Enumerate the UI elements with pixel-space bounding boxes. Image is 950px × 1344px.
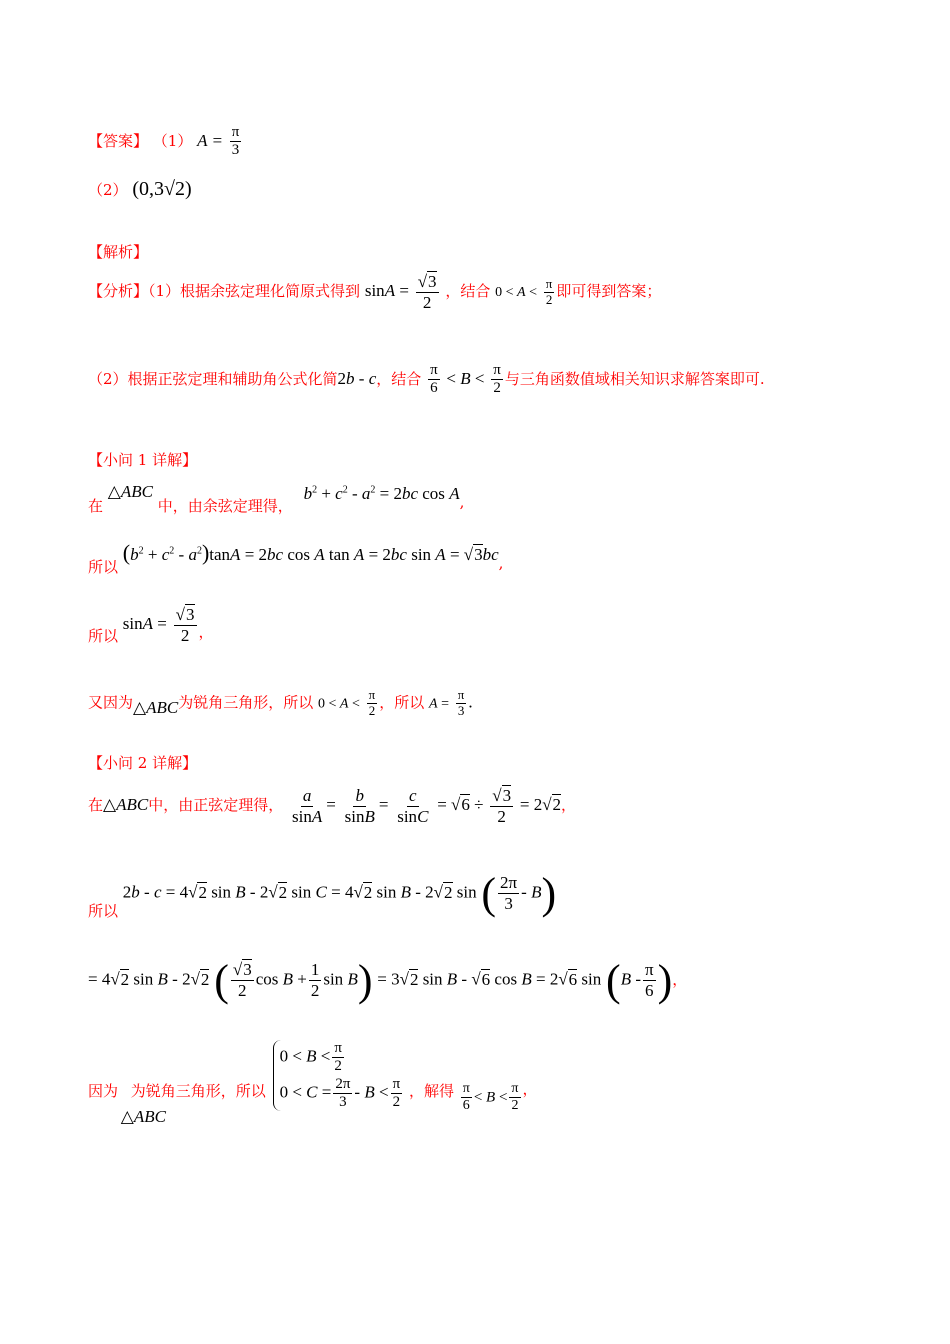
q2-line-4: 因为 △ABC 为锐角三角形，所以 0 < B < $\frac{\pi}{2}$ 0 < C = $\frac{2\pi}{3}$ - B < $\frac{\pi}{2}$ ，解得 $\frac{\pi}{6}$ < B < $\frac{\pi}{2}$ ，	[88, 1040, 538, 1126]
answer-line-1	[88, 124, 243, 160]
q2-tag: 【小问 2 详解】	[88, 754, 198, 772]
fenxi-tag: 【分析】	[88, 282, 149, 301]
fenxi-line-2: （2）根据正弦定理和辅助角公式化简2b - c，结合 $\frac{\pi}{6}$ < B < $\frac{\pi}{2}$ 与三角函数值域相关知识求解答案即可.	[88, 362, 765, 397]
q1-line-4: 又因为△ABC为锐角三角形，所以 0 < A < $\frac{\pi}{2}$ ，所以 A = $\frac{\pi}{3}$ .	[88, 687, 473, 718]
q1-line-3: 所以 sinA = $\frac{√3}{2}$ ，	[88, 605, 214, 646]
part-1-label: （1）	[152, 131, 193, 150]
fenxi-line-1: 【分析】（1）根据余弦定理化简原式得到 sinA = $\frac{√3}{2}$ ，结合 0 < A < $\frac{\pi}{2}$ 即可得到答案；	[88, 272, 662, 312]
answer-2-interval: (0,3√2)	[132, 178, 192, 200]
answer-line-2	[88, 178, 192, 201]
q2-line-3: = 4√2 sin B - 2√2 ( $\frac{√3}{2}$ cos B + $\frac{1}{2}$ sin B) = 3√2 sin B - √6 cos B = 2√6 sin (B - $\frac{\pi}{6}$ )，	[88, 956, 688, 1005]
q2-line-2: 所以 2b - c = 4√2 sin B - 2√2 sin C = 4√2 sin B - 2√2 sin ( $\frac{2\pi}{3}$ - B)	[88, 869, 557, 920]
q2-line-1: 在△ABC中，由正弦定理得， $\frac{a}{\sin A}$ = $\frac{b}{\sin B}$ = $\frac{c}{\sin C}$ = √6 ÷ $\frac{√3}{2}$ = 2√2，	[88, 786, 577, 826]
q1-tag: 【小问 1 详解】	[88, 451, 198, 469]
answer-1-lhs: A =	[197, 130, 223, 150]
part-2-label: （2）	[88, 181, 128, 199]
q1-line-2: 所以 $(b^2 + c^2 - a^2)\tan A = 2bc$ cos A tan A = 2bc sin A = √3bc,	[88, 540, 504, 576]
q1-line-1: 在 △ABC 中，由余弦定理得， $b^2 + c^2 - a^2 = 2bc$ cos A,	[88, 482, 465, 515]
answer-tag: 【答案】	[88, 131, 149, 150]
answer-1-fraction: $\frac{\pi}{3}$	[231, 124, 240, 159]
analysis-tag: 【解析】	[88, 243, 149, 261]
